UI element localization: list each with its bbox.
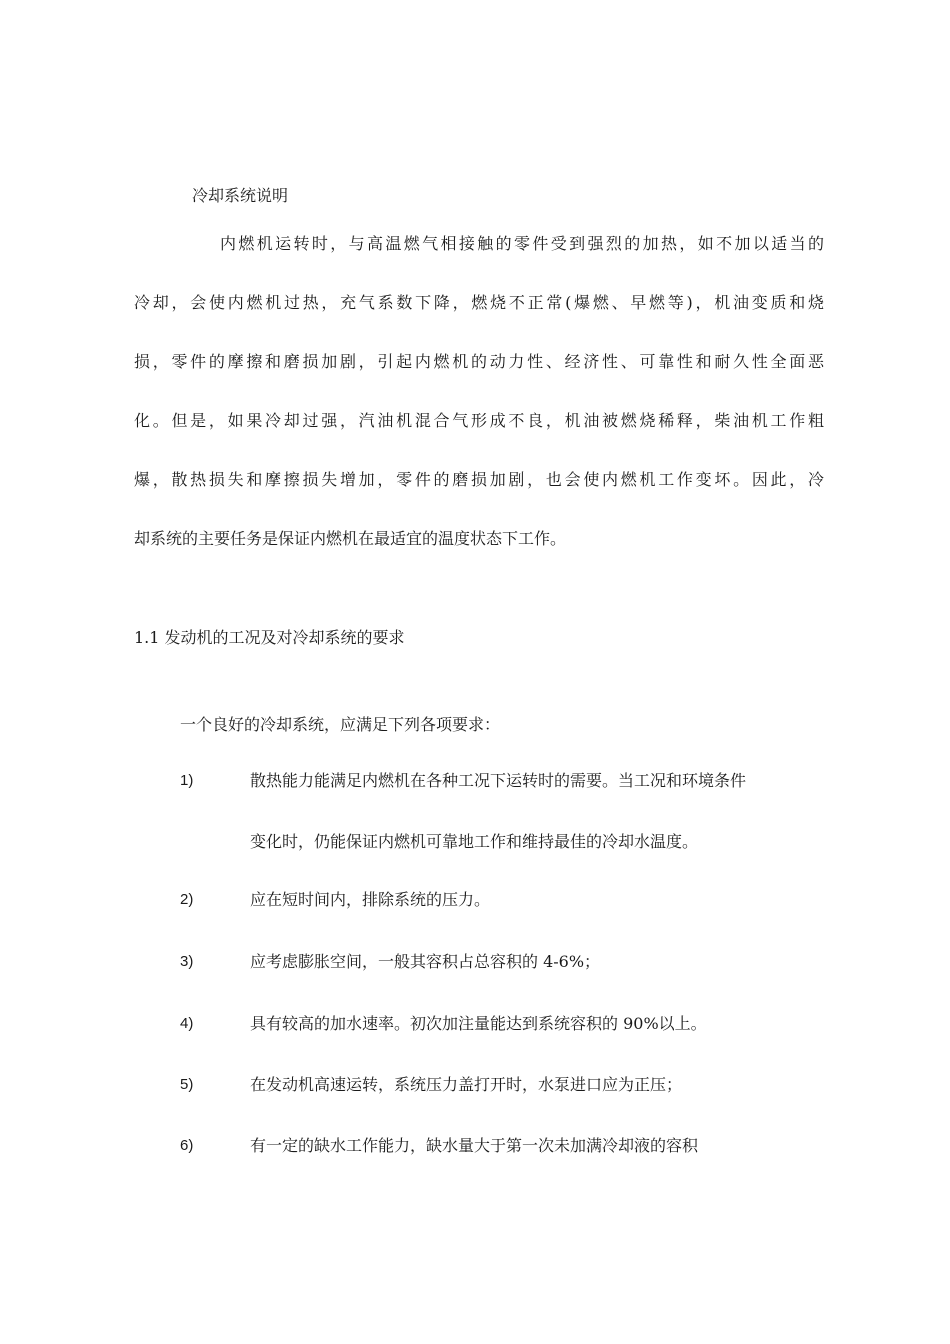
requirement-text bbox=[250, 950, 820, 974]
intro-line: 内燃机运转时，与高温燃气相接触的零件受到强烈的加热，如不加以适当的 bbox=[220, 234, 824, 253]
requirement-text bbox=[250, 1073, 820, 1097]
requirement-number: 6) bbox=[180, 1137, 194, 1154]
requirements-intro: 一个良好的冷却系统，应满足下列各项要求： bbox=[180, 715, 501, 734]
requirement-line: 变化时，仍能保证内燃机可靠地工作和维持最佳的冷却水温度。 bbox=[250, 832, 699, 851]
requirement-line: 在发动机高速运转，系统压力盖打开时，水泵进口应为正压； bbox=[250, 1075, 683, 1094]
requirement-text bbox=[250, 1012, 820, 1036]
requirement-line: 应考虑膨胀空间，一般其容积占总容积的 4-6%； bbox=[250, 952, 601, 971]
section-heading: 1.1 发动机的工况及对冷却系统的要求 bbox=[134, 628, 405, 647]
requirement-number: 3) bbox=[180, 953, 194, 970]
intro-line: 化。但是，如果冷却过强，汽油机混合气形成不良，机油被燃烧稀释，柴油机工作粗 bbox=[134, 411, 824, 430]
intro-line: 爆，散热损失和摩擦损失增加，零件的磨损加剧，也会使内燃机工作变坏。因此，冷 bbox=[134, 470, 824, 489]
requirement-number: 1) bbox=[180, 772, 194, 789]
requirement-line: 应在短时间内，排除系统的压力。 bbox=[250, 890, 491, 909]
requirement-text bbox=[250, 888, 820, 912]
requirement-number: 4) bbox=[180, 1015, 194, 1032]
requirement-line: 散热能力能满足内燃机在各种工况下运转时的需要。当工况和环境条件 bbox=[250, 771, 747, 790]
intro-line: 冷却，会使内燃机过热，充气系数下降，燃烧不正常(爆燃、早燃等)，机油变质和烧 bbox=[134, 293, 824, 312]
requirement-number: 5) bbox=[180, 1076, 194, 1093]
requirement-text bbox=[250, 1134, 820, 1158]
requirement-number: 2) bbox=[180, 891, 194, 908]
requirement-text bbox=[250, 769, 820, 854]
requirement-line: 具有较高的加水速率。初次加注量能达到系统容积的 90%以上。 bbox=[250, 1014, 707, 1033]
requirement-line: 有一定的缺水工作能力，缺水量大于第一次未加满冷却液的容积 bbox=[250, 1136, 699, 1155]
document-title: 冷却系统说明 bbox=[192, 186, 289, 205]
intro-line: 却系统的主要任务是保证内燃机在最适宜的温度状态下工作。 bbox=[134, 529, 567, 548]
intro-line: 损，零件的摩擦和磨损加剧，引起内燃机的动力性、经济性、可靠性和耐久性全面恶 bbox=[134, 352, 824, 371]
intro-paragraph bbox=[134, 230, 824, 584]
